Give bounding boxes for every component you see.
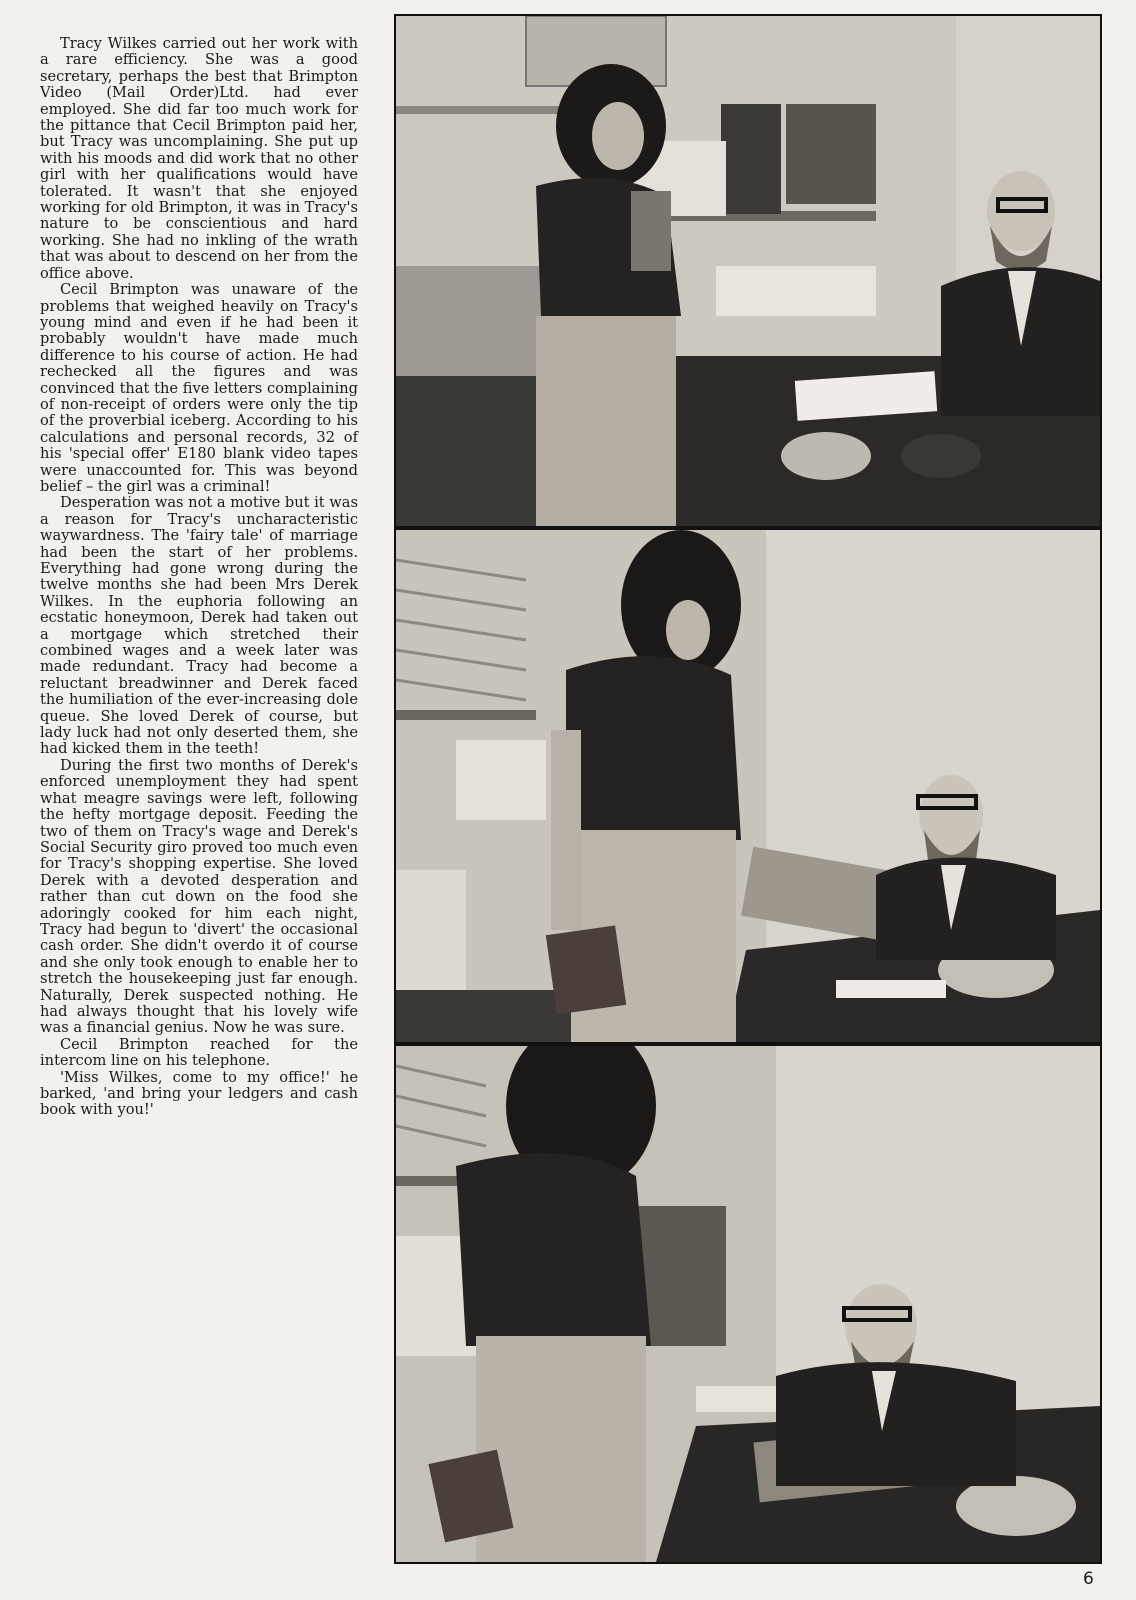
photo-1-illustration xyxy=(396,16,1100,526)
page-number: 6 xyxy=(1083,1569,1094,1589)
paragraph-2: Cecil Brimpton was unaware of the problems that weighed heavily on Tracy's young mind and even if he had been it probably wouldn't have made much difference to his course of action. He had rechecked all the figures and was convinced that the five letters complaining of non-receipt of orders were only the tip of the proverbial iceberg. According to his calculations and personal records, 32 of his 'special offer' E180 blank video tapes were unaccounted for. This was beyond belief – the girl was a criminal! xyxy=(40,281,358,495)
photo-3-illustration xyxy=(396,1046,1100,1562)
photo-strip xyxy=(394,14,1102,1564)
paragraph-1: Tracy Wilkes carried out her work with a rare efficiency. She was a good secretary, perhaps the best that Brimpton Video (Mail Order)Ltd. had ever employed. She did far too much work for the pittance that Cecil Brimpton paid her, but Tracy was uncomplaining. She put up with his moods and did work that no other girl with her qualifications would have tolerated. It wasn't that she enjoyed working for old Brimpton, it was in Tracy's nature to be conscientious and hard working. She had no inkling of the wrath that was about to descend on her from the office above. xyxy=(40,35,358,282)
photo-secretary-and-boss-3 xyxy=(396,1046,1100,1562)
paragraph-5: Cecil Brimpton reached for the intercom line on his telephone. xyxy=(40,1035,358,1070)
photo-secretary-and-boss-1 xyxy=(396,16,1100,526)
paragraph-6: 'Miss Wilkes, come to my office!' he barked, 'and bring your ledgers and cash book with you!' xyxy=(40,1068,358,1119)
paragraph-3: Desperation was not a motive but it was a reason for Tracy's uncharacteristic waywardness. The 'fairy tale' of marriage had been the start of her problems. Everything had gone wrong during the twelve months she had been Mrs Derek Wilkes. In the euphoria following an ecstatic honeymoon, Derek had taken out a mortgage which stretched their combined wages and a week later was made redundant. Tracy had become a reluctant breadwinner and Derek faced the humiliation of the ever-increasing dole queue. She loved Derek of course, but lady luck had not only deserted them, she had kicked them in the teeth! xyxy=(40,494,358,758)
paragraph-4: During the first two months of Derek's enforced unemployment they had spent what meagre savings were left, following the hefty mortgage deposit. Feeding the two of them on Tracy's wage and Derek's Social Security giro proved too much even for Tracy's shopping expertise. She loved Derek with a devoted desperation and rather than cut down on the food she adoringly cooked for him each night, Tracy had begun to 'divert' the occasional cash order. She didn't overdo it of course and she only took enough to enable her to stretch the housekeeping just far enough. Naturally, Derek suspected nothing. He had always thought that his lovely wife was a financial genius. Now he was sure. xyxy=(40,756,358,1037)
photo-2-illustration xyxy=(396,530,1100,1042)
article-text-column xyxy=(40,36,358,1119)
photo-secretary-and-boss-2 xyxy=(396,530,1100,1042)
